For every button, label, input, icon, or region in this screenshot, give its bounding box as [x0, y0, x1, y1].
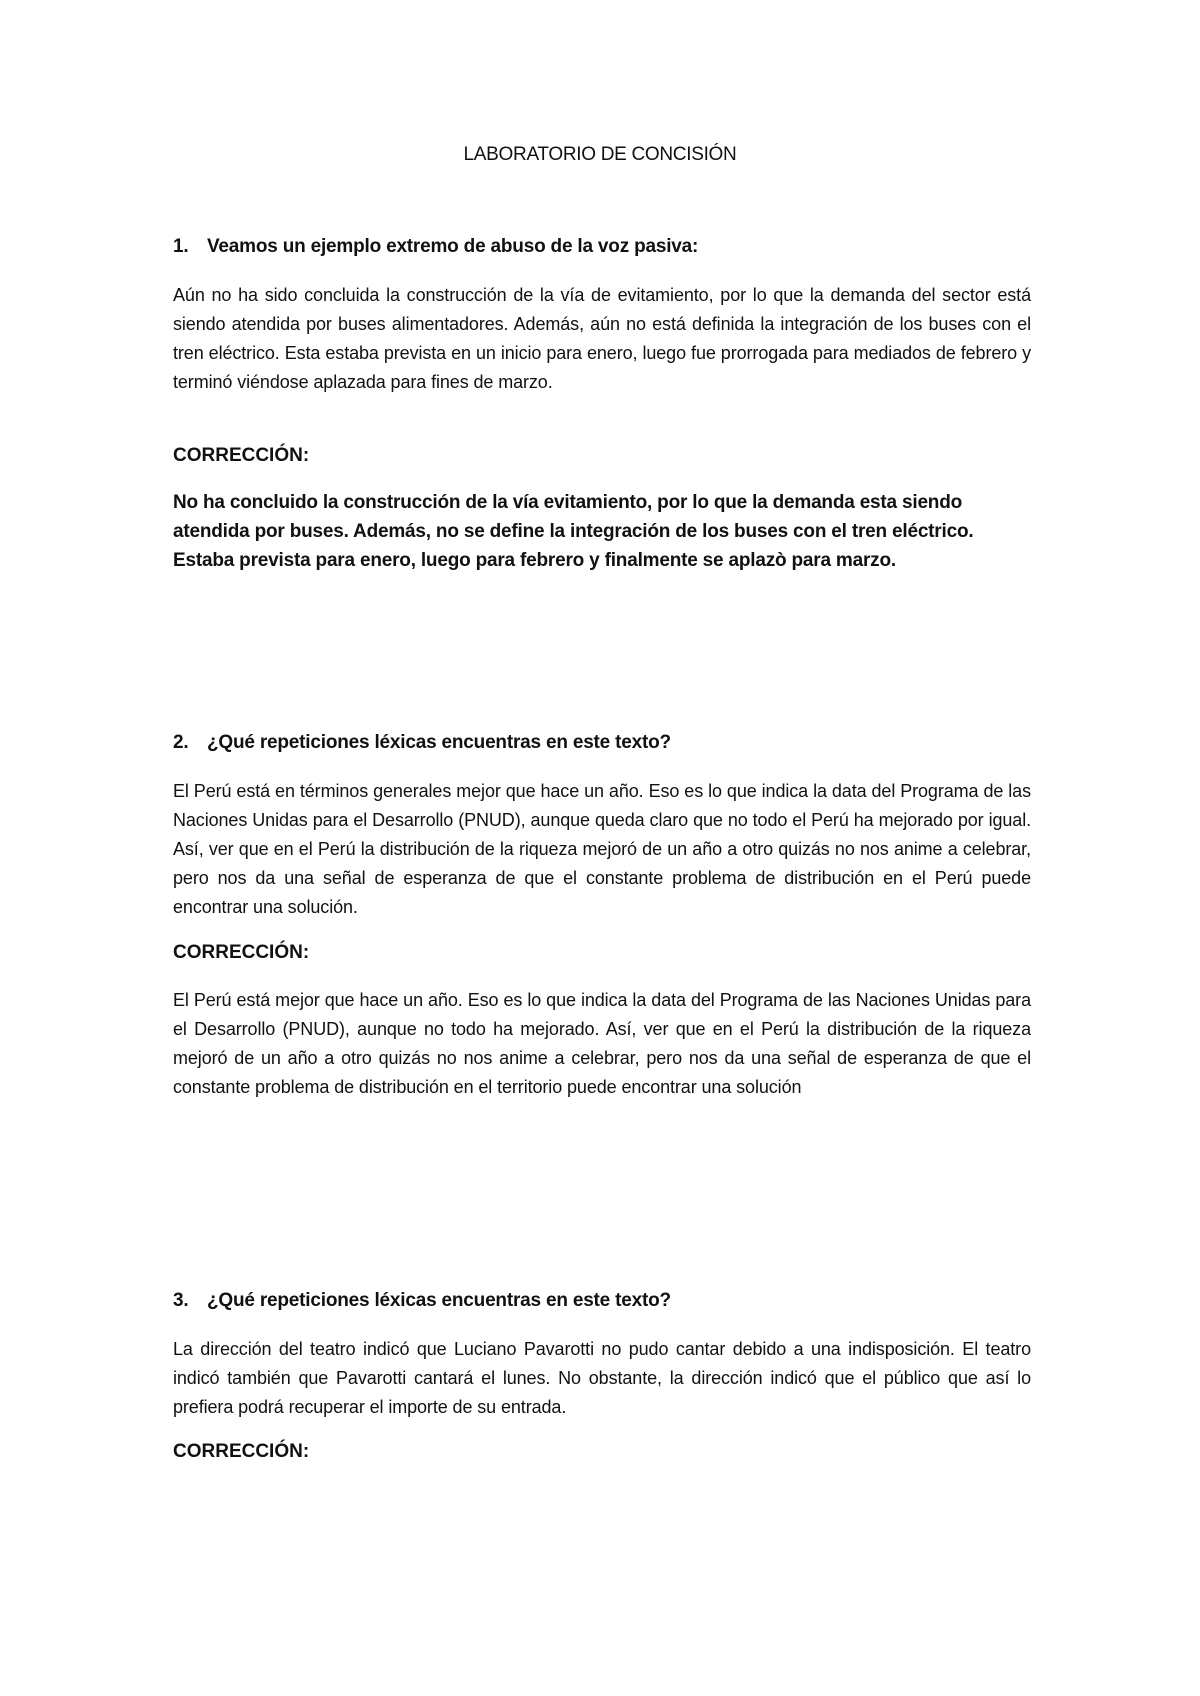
section-2-heading-text: ¿Qué repeticiones léxicas encuentras en este texto?	[207, 732, 671, 753]
section-3-heading-text: ¿Qué repeticiones léxicas encuentras en este texto?	[207, 1290, 671, 1311]
section-2-number: 2.	[173, 732, 189, 753]
section-3-text: La dirección del teatro indicó que Luciano Pavarotti no pudo cantar debido a una indisposición. El teatro indicó también que Pavarotti cantará el lunes. No obstante, la dirección indicó que el público que así lo prefiera podrá recuperar el importe de su entrada.	[173, 1339, 1031, 1417]
section-2-correction-text: El Perú está mejor que hace un año. Eso es lo que indica la data del Programa de las Naciones Unidas para el Desarrollo (PNUD), aunque no todo ha mejorado. Así, ver que en el Perú la distribución de la riqueza mejoró de un año a otro quizás no nos anime a celebrar, pero nos da una señal de esperanza de que el constante problema de distribución en el territorio puede encontrar una solución	[173, 990, 1031, 1097]
section-1-heading-text: Veamos un ejemplo extremo de abuso de la voz pasiva:	[207, 236, 699, 257]
section-1-correction-label: CORRECCIÓN:	[173, 445, 310, 466]
section-3-number: 3.	[173, 1290, 189, 1311]
section-2-text: El Perú está en términos generales mejor que hace un año. Eso es lo que indica la data del Programa de las Naciones Unidas para el Desarrollo (PNUD), aunque queda claro que no todo el Perú ha mejorado por igual. Así, ver que en el Perú la distribución de la riqueza mejoró de un año a otro quizás no nos anime a celebrar, pero nos da una señal de esperanza de que el constante problema de distribución en el Perú puede encontrar una solución.	[173, 781, 1031, 917]
section-1-text: Aún no ha sido concluida la construcción de la vía de evitamiento, por lo que la demanda del sector está siendo atendida por buses alimentadores. Además, aún no está definida la integración de los buses con el tren eléctrico. Esta estaba prevista en un inicio para enero, luego fue prorrogada para mediados de febrero y terminó viéndose aplazada para fines de marzo.	[173, 285, 1031, 392]
section-3-heading	[173, 1290, 1031, 1312]
section-3-correction-label: CORRECCIÓN:	[173, 1441, 310, 1462]
section-1-heading	[173, 236, 1031, 258]
section-1-number: 1.	[173, 236, 189, 257]
section-2-correction-label: CORRECCIÓN:	[173, 942, 310, 963]
section-1-correction-text: No ha concluido la construcción de la vía evitamiento, por lo que la demanda esta siendo atendida por buses. Además, no se define la integración de los buses con el tren eléctrico. Estaba prevista para enero, luego para febrero y finalmente se aplazò para marzo.	[173, 492, 974, 571]
section-2-heading	[173, 732, 1031, 754]
document-title: LABORATORIO DE CONCISIÓN	[463, 144, 737, 165]
